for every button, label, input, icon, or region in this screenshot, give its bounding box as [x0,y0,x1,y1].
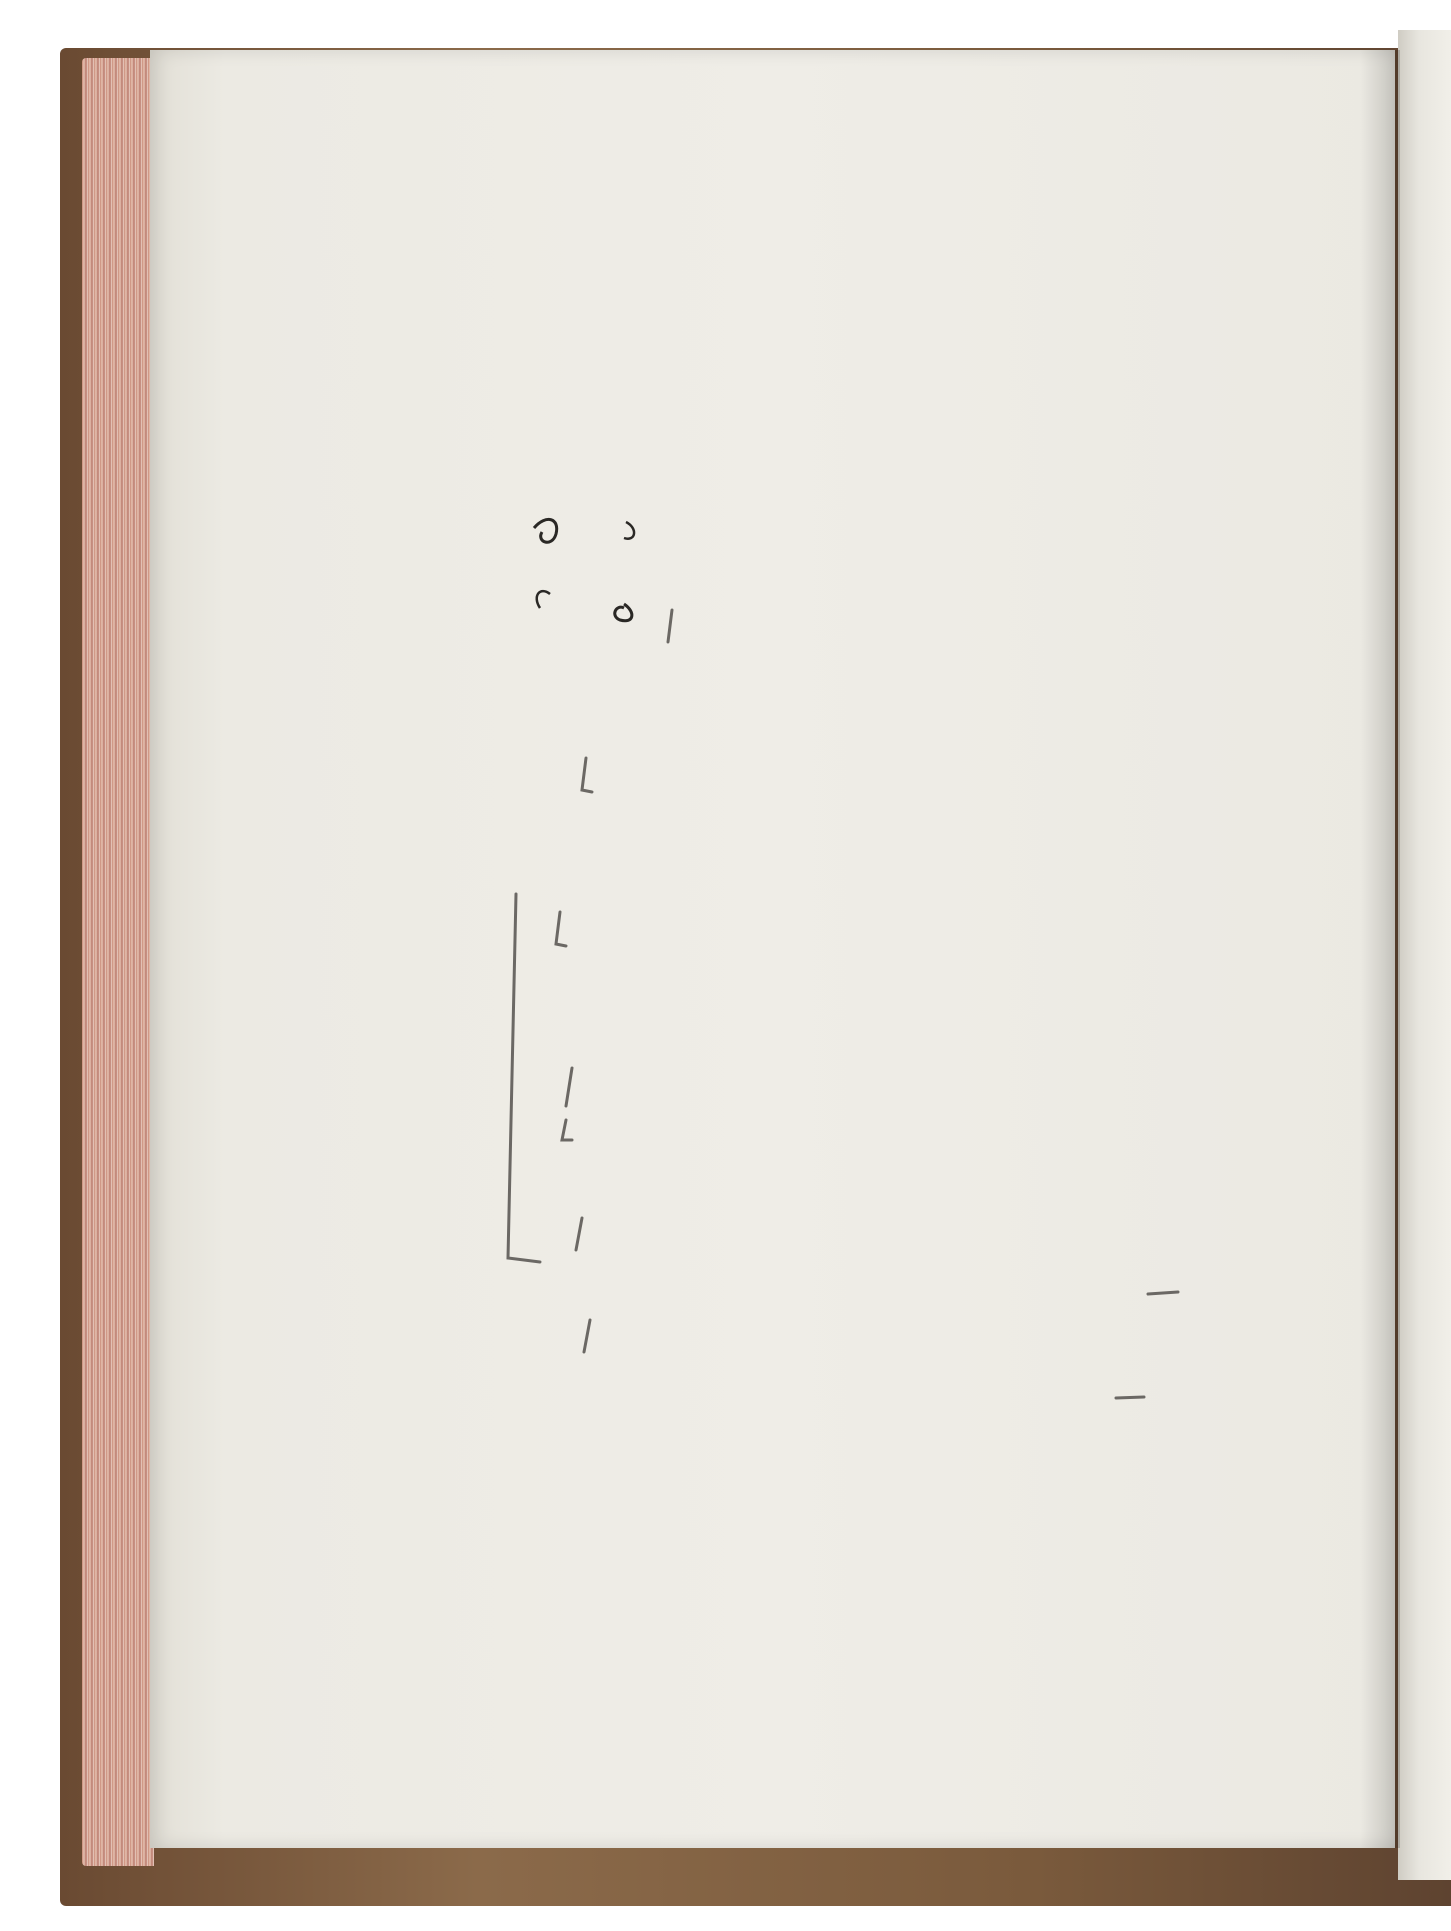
facing-page-edge [1398,30,1451,1880]
page-edges [82,58,154,1866]
ornamental-drop-cap [526,508,644,626]
gutter-shadow [1360,50,1400,1848]
book-page [150,50,1395,1848]
